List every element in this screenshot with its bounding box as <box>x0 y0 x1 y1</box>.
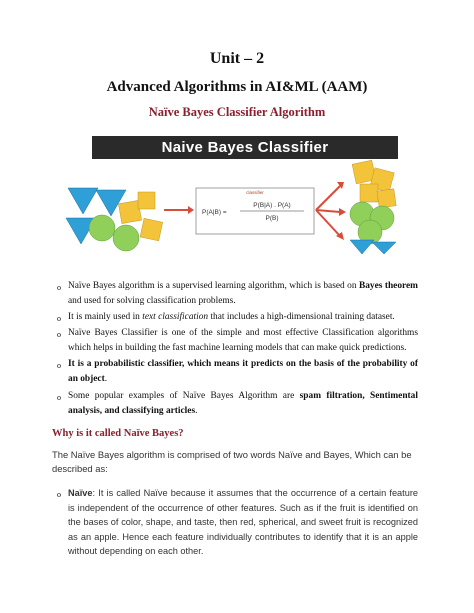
triangle-shape <box>350 240 374 254</box>
figure-banner: Naive Bayes Classifier <box>92 136 398 159</box>
course-title: Advanced Algorithms in AI&ML (AAM) <box>106 79 368 95</box>
naive-item: Naïve: It is called Naïve because it assumes that the occurrence of a certain feature is independent of the occurrence of other features. Such as if the fruit is identified on the bases of color, shape, and taste, then red, spherical, and sweet fruit is recognized as an apple. Hence each feature individually contributes to identify that it is an apple without depending on each other. <box>68 488 418 556</box>
bullet-item-1: Naïve Bayes algorithm is a supervised learning algorithm, which is based on Bayes theorem and used for solving classification problems. <box>68 281 418 306</box>
bullet-item-3: Naïve Bayes Classifier is one of the simple and most effective Classification algorithms which helps in building the fast machine learning models that can make quick predictions. <box>68 328 418 353</box>
classifier-label: classifier <box>246 190 264 195</box>
output-arrow-top <box>316 186 340 210</box>
why-paragraph: The Naïve Bayes algorithm is comprised of two words Naïve and Bayes, Which can be described as: <box>52 449 412 474</box>
unit-title: Unit – 2 <box>209 50 265 67</box>
bullet-marker: o <box>57 393 61 402</box>
input-arrow-head <box>188 206 194 214</box>
formula-lhs: P(A|B) = <box>202 209 227 216</box>
figure-illustration <box>60 132 430 254</box>
bullet-marker: o <box>57 361 61 370</box>
bullet-marker: o <box>57 314 61 323</box>
formula-numerator: P(B|A) . P(A) <box>253 202 291 209</box>
triangle-shape <box>68 188 98 214</box>
bullet-marker: o <box>57 490 61 499</box>
bullet-item-2: It is mainly used in text classification that includes a high-dimensional training dataset. <box>68 312 395 322</box>
naive-bayes-figure <box>60 132 430 254</box>
bullet-marker: o <box>57 330 61 339</box>
bullet-item-5: Some popular examples of Naïve Bayes Algorithm are spam filtration, Sentimental analysis, and classifying articles. <box>68 391 418 416</box>
square-shape <box>360 184 378 202</box>
square-shape <box>377 189 396 208</box>
circle-shape <box>89 215 115 241</box>
formula-denominator: P(B) <box>265 215 279 222</box>
bullet-item-4: It is a probabilistic classifier, which means it predicts on the basis of the probability of an object. <box>68 359 418 384</box>
output-arrow-bottom <box>316 210 340 236</box>
section-title: Naïve Bayes Classifier Algorithm <box>148 105 326 119</box>
bullet-marker: o <box>57 283 61 292</box>
circle-shape <box>113 225 139 251</box>
triangle-shape <box>372 242 396 254</box>
square-shape <box>138 192 155 209</box>
why-heading: Why is it called Naïve Bayes? <box>52 428 184 439</box>
square-shape <box>140 218 163 241</box>
output-arrow-middle-head <box>339 208 346 216</box>
output-arrow-middle <box>316 210 340 212</box>
